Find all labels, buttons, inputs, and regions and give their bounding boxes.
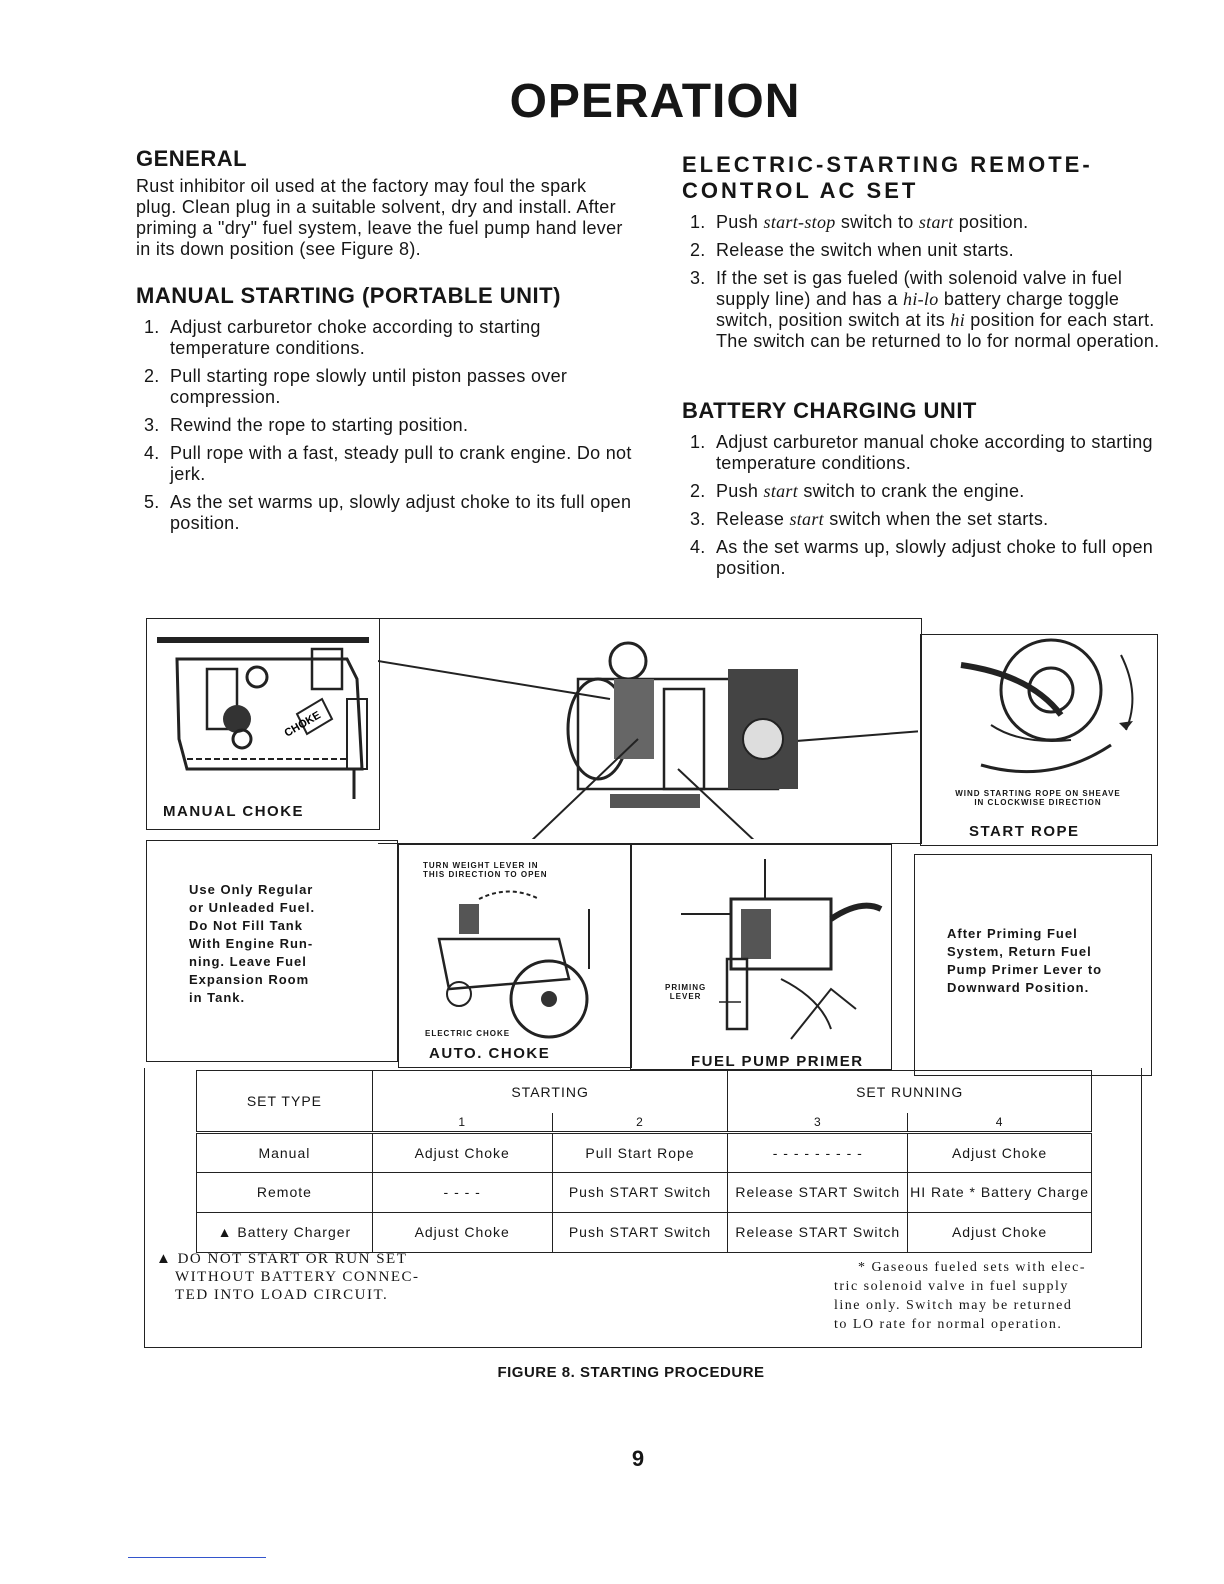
auto-choke-label: AUTO. CHOKE [429, 1045, 551, 1062]
engine-panel [378, 618, 922, 844]
list-item: 2. Release the switch when unit starts. [690, 240, 1014, 260]
fuel-pump-illustration [631, 859, 889, 1049]
col-3-header: 3 [728, 1113, 908, 1133]
table-cell: - - - - - - - - - [728, 1132, 908, 1172]
table-cell: Manual [197, 1132, 373, 1172]
list-item: 4. As the set warms up, slowly adjust choke to full open position. [690, 537, 1154, 578]
manual-starting-heading: MANUAL STARTING (PORTABLE UNIT) [136, 283, 561, 308]
bottom-rule [128, 1557, 266, 1558]
set-running-header: SET RUNNING [728, 1071, 1092, 1113]
list-item: 1. Adjust carburetor choke according to starting temperature conditions. [144, 317, 541, 358]
col-2-header: 2 [552, 1113, 728, 1133]
fuel-note-panel [146, 840, 398, 1062]
table-cell: Adjust Choke [908, 1132, 1092, 1172]
carburetor-illustration [147, 619, 377, 799]
page-title: OPERATION [509, 75, 801, 128]
col-4-header: 4 [908, 1113, 1092, 1133]
table-cell: ▲ Battery Charger [197, 1212, 373, 1252]
turn-weight-instruction: TURN WEIGHT LEVER IN THIS DIRECTION TO OPEN [423, 861, 548, 879]
table-cell: Release START Switch [728, 1212, 908, 1252]
list-item: 1. Push start-stop switch to start position. [690, 212, 1029, 232]
page-number: 9 [631, 1446, 645, 1471]
start-rope-label: START ROPE [969, 823, 1080, 840]
list-item: 5. As the set warms up, slowly adjust choke to its full open position. [144, 492, 632, 533]
list-item: 3. If the set is gas fueled (with solenoid valve in fuel supply line) and has a hi-lo battery charge toggle switch, position switch at its hi position for each start. The switch can be returned to lo for normal operation. [690, 268, 1160, 351]
fuel-note: Use Only Regular or Unleaded Fuel. Do Not Fill Tank With Engine Run- ning. Leave Fuel Expansion Room in Tank. [189, 882, 316, 1005]
table-cell: HI Rate * Battery Charge [908, 1172, 1092, 1212]
table-cell: Remote [197, 1172, 373, 1212]
table-cell: Push START Switch [552, 1212, 728, 1252]
list-item: 2. Push start switch to crank the engine. [690, 481, 1025, 501]
manual-starting-section [136, 283, 632, 541]
electric-heading: ELECTRIC-STARTING REMOTE- CONTROL AC SET [682, 152, 1093, 203]
table-row [197, 1172, 1092, 1212]
rope-sheave-illustration [921, 635, 1155, 785]
general-heading: GENERAL [136, 146, 248, 171]
table-cell: Adjust Choke [372, 1212, 552, 1252]
auto-choke-illustration [399, 879, 629, 1039]
choke-tag-label: CHOKE [282, 709, 323, 740]
fuel-pump-panel [630, 844, 892, 1070]
battery-heading: BATTERY CHARGING UNIT [682, 398, 977, 423]
col-1-header: 1 [372, 1113, 552, 1133]
manual-choke-panel [146, 618, 380, 830]
figure-caption: FIGURE 8. STARTING PROCEDURE [497, 1364, 765, 1381]
list-item: 4. Pull rope with a fast, steady pull to crank engine. Do not jerk. [144, 443, 632, 484]
battery-section [682, 398, 1178, 586]
battery-warning: ▲ DO NOT START OR RUN SET WITHOUT BATTERY CONNEC- TED INTO LOAD CIRCUIT. [156, 1251, 420, 1303]
table-cell: - - - - [372, 1172, 552, 1212]
set-type-header: SET TYPE [197, 1071, 373, 1133]
list-item: 3. Release start switch when the set starts. [690, 509, 1049, 529]
table-row [197, 1212, 1092, 1252]
battery-steps [682, 432, 1178, 579]
start-rope-panel [920, 634, 1158, 846]
priming-note: After Priming Fuel System, Return Fuel Pump Primer Lever to Downward Position. [947, 926, 1103, 995]
table-cell: Push START Switch [552, 1172, 728, 1212]
general-section [136, 146, 626, 260]
manual-choke-label: MANUAL CHOKE [163, 803, 305, 820]
list-item: 2. Pull starting rope slowly until piston passes over compression. [144, 366, 568, 407]
table-cell: Adjust Choke [372, 1132, 552, 1172]
general-text: Rust inhibitor oil used at the factory may foul the spark plug. Clean plug in a suitable solvent, dry and install. After priming a "dry" fuel system, leave the fuel pump hand lever in its down position (see Figure 8). [136, 176, 623, 259]
priming-note-panel [914, 854, 1152, 1076]
table-cell: Adjust Choke [908, 1212, 1092, 1252]
manual-steps [136, 317, 632, 534]
list-item: 1. Adjust carburetor manual choke according to starting temperature conditions. [690, 432, 1153, 473]
priming-lever-label: PRIMING LEVER [665, 983, 707, 1001]
rope-instruction: WIND STARTING ROPE ON SHEAVE IN CLOCKWISE DIRECTION [955, 789, 1121, 807]
table-cell: Release START Switch [728, 1172, 908, 1212]
electric-section [682, 152, 1178, 359]
fuel-pump-label: FUEL PUMP PRIMER [691, 1053, 864, 1070]
starting-procedure-table [196, 1070, 1092, 1253]
electric-choke-label: ELECTRIC CHOKE [425, 1029, 511, 1038]
list-item: 3. Rewind the rope to starting position. [144, 415, 469, 435]
table-row [197, 1132, 1092, 1172]
gaseous-footnote: * Gaseous fueled sets with elec- tric solenoid valve in fuel supply line only. Switch may be returned to LO rate for normal operation. [834, 1260, 1086, 1332]
table-cell: Pull Start Rope [552, 1132, 728, 1172]
electric-steps [682, 212, 1178, 352]
starting-header: STARTING [372, 1071, 728, 1113]
engine-illustration [378, 619, 918, 839]
auto-choke-panel [398, 844, 632, 1068]
